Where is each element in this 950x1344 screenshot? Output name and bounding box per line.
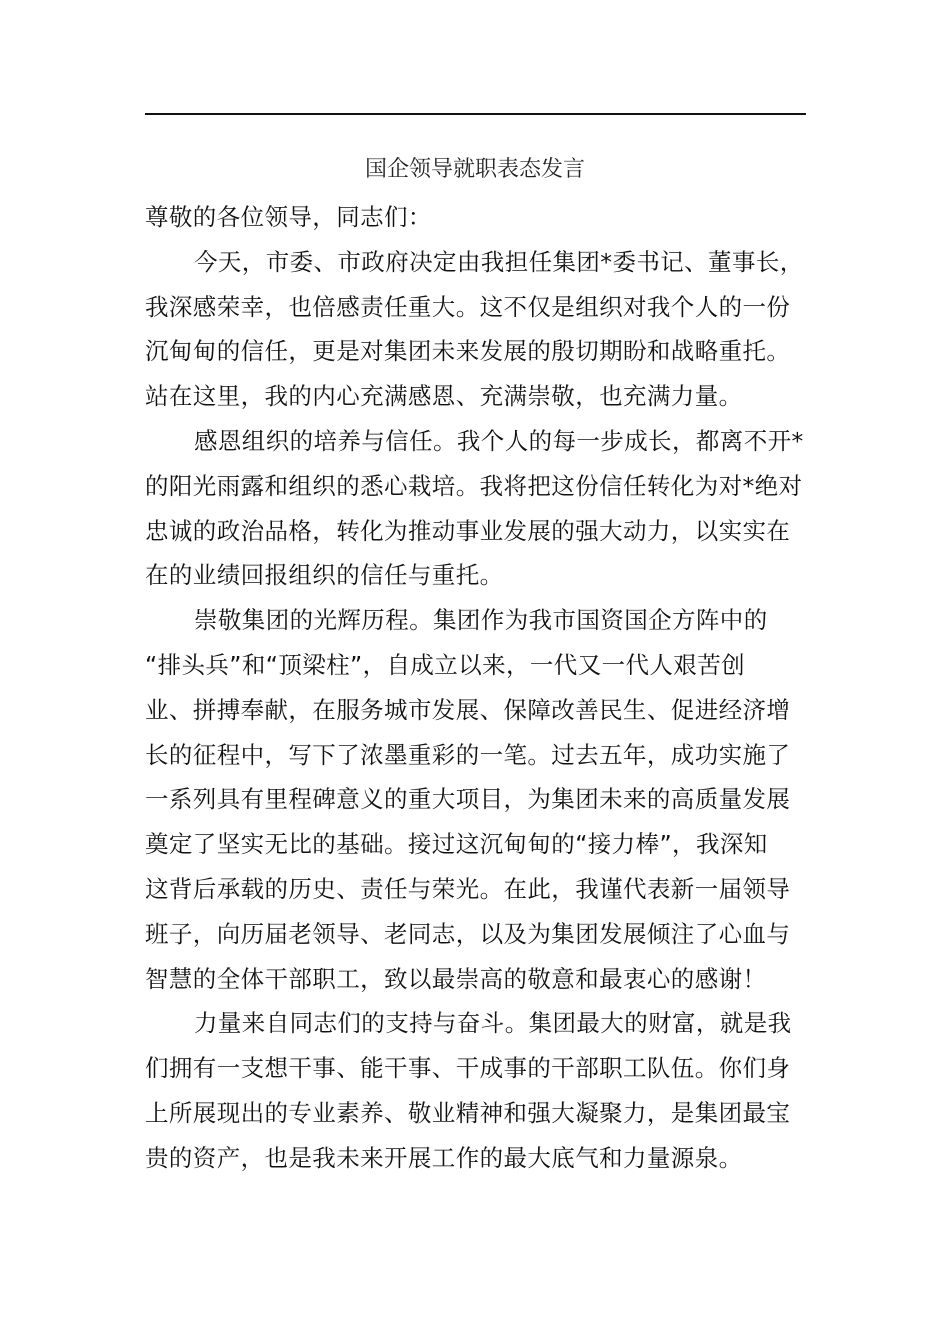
text-line: “排头兵”和“顶梁柱”，自成立以来，一代又一代人艰苦创 xyxy=(145,650,745,679)
text-line: 上所展现出的专业素养、敬业精神和强大凝聚力，是集团最宝 xyxy=(145,1098,791,1127)
text-line: 长的征程中，写下了浓墨重彩的一笔。过去五年，成功实施了 xyxy=(145,740,791,769)
text-line: 在的业绩回报组织的信任与重托。 xyxy=(145,561,504,590)
text-line: 感恩组织的培养与信任。我个人的每一步成长，都离不开* xyxy=(194,426,804,455)
text-line: 奠定了坚实无比的基础。接过这沉甸甸的“接力棒”，我深知 xyxy=(145,830,768,859)
text-line: 这背后承载的历史、责任与荣光。在此，我谨代表新一届领导 xyxy=(145,874,791,903)
text-line: 我深感荣幸，也倍感责任重大。这不仅是组织对我个人的一份 xyxy=(145,292,791,321)
header-rule xyxy=(145,113,806,115)
document-title: 国企领导就职表态发言 xyxy=(364,157,585,182)
text-line: 的阳光雨露和组织的悉心栽培。我将把这份信任转化为对*绝对 xyxy=(145,471,803,500)
text-line: 忠诚的政治品格，转化为推动事业发展的强大动力，以实实在 xyxy=(145,516,791,545)
text-line: 沉甸甸的信任，更是对集团未来发展的殷切期盼和战略重托。 xyxy=(145,337,791,366)
text-line: 尊敬的各位领导，同志们： xyxy=(145,203,432,231)
text-line: 今天，市委、市政府决定由我担任集团*委书记、董事长， xyxy=(194,247,804,276)
text-line: 们拥有一支想干事、能干事、干成事的干部职工队伍。你们身 xyxy=(145,1054,791,1083)
text-line: 业、拼搏奉献，在服务城市发展、保障改善民生、促进经济增 xyxy=(145,695,791,724)
text-line: 站在这里，我的内心充满感恩、充满崇敬，也充满力量。 xyxy=(145,382,743,411)
text-line: 班子，向历届老领导、老同志，以及为集团发展倾注了心血与 xyxy=(145,919,791,948)
text-line: 贵的资产，也是我未来开展工作的最大底气和力量源泉。 xyxy=(145,1143,743,1172)
document-body xyxy=(145,200,806,1186)
text-line: 力量来自同志们的支持与奋斗。集团最大的财富，就是我 xyxy=(194,1009,792,1038)
text-line: 智慧的全体干部职工，致以最崇高的敬意和最衷心的感谢！ xyxy=(145,964,767,993)
text-line: 一系列具有里程碑意义的重大项目，为集团未来的高质量发展 xyxy=(145,785,791,814)
text-line: 崇敬集团的光辉历程。集团作为我市国资国企方阵中的 xyxy=(194,606,768,635)
